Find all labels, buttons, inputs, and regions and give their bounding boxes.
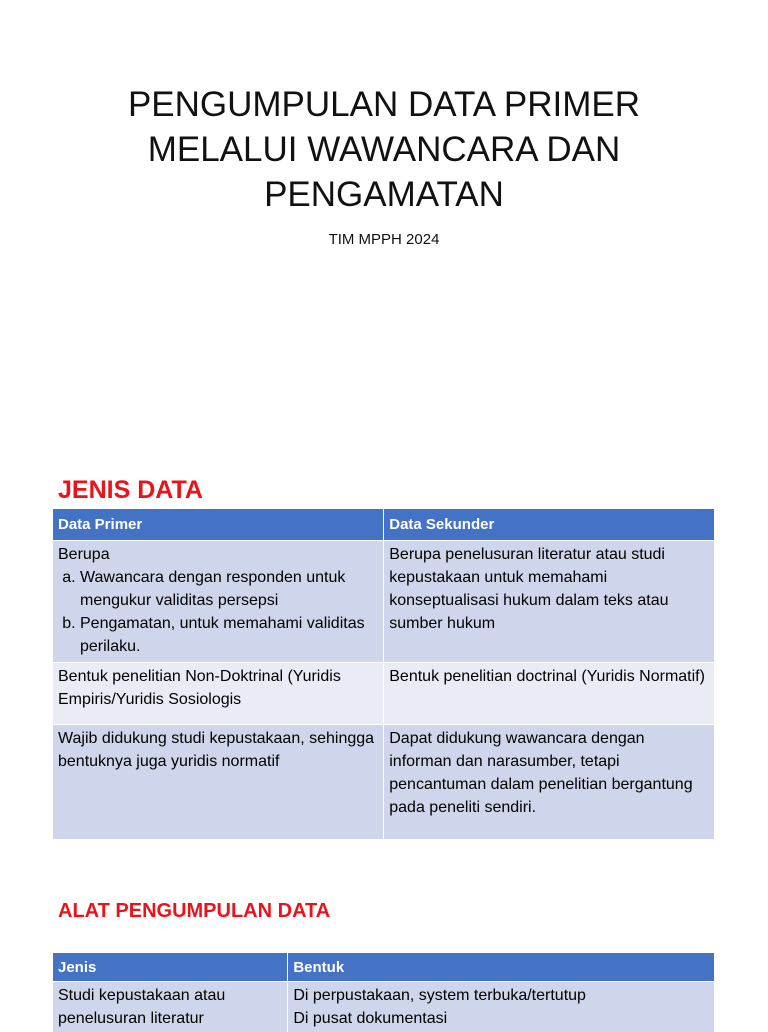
column-header-bentuk: Bentuk	[288, 953, 715, 982]
table-cell: Berupa penelusuran literatur atau studi kepustakaan untuk memahami konseptualisasi hukum dalam teks atau sumber hukum	[384, 541, 715, 663]
primer-list	[58, 566, 378, 658]
column-header-data-sekunder: Data Sekunder	[384, 509, 715, 541]
table-cell: Wajib didukung studi kepustakaan, sehingga bentuknya juga yuridis normatif	[53, 725, 384, 839]
cell-line: Di pusat dokumentasi	[293, 1007, 709, 1030]
table-cell: Bentuk penelitian Non-Doktrinal (Yuridis Empiris/Yuridis Sosiologis	[53, 663, 384, 725]
cell-intro: Berupa	[58, 543, 378, 566]
table-row	[53, 725, 715, 839]
table-row	[53, 982, 715, 1032]
table-row	[53, 663, 715, 725]
jenis-data-heading: JENIS DATA	[58, 476, 203, 505]
title-slide	[0, 0, 768, 430]
table-cell: Dapat didukung wawancara dengan informan dan narasumber, tetapi pencantuman dalam penelitian bergantung pada peneliti sendiri.	[384, 725, 715, 839]
title-line-3: PENGAMATAN	[0, 172, 768, 217]
slide-subtitle: TIM MPPH 2024	[0, 231, 768, 248]
table-cell: Bentuk penelitian doctrinal (Yuridis Normatif)	[384, 663, 715, 725]
table-cell	[53, 541, 384, 663]
list-item: b. Pengamatan, untuk memahami validitas perilaku.	[80, 612, 378, 658]
column-header-jenis: Jenis	[53, 953, 288, 982]
column-header-data-primer: Data Primer	[53, 509, 384, 541]
cell-line: Di perpustakaan, system terbuka/tertutup	[293, 984, 709, 1007]
slide-title	[0, 82, 768, 217]
list-item: a. Wawancara dengan responden untuk mengukur validitas persepsi	[80, 566, 378, 612]
table-row	[53, 541, 715, 663]
title-line-2: MELALUI WAWANCARA DAN	[0, 127, 768, 172]
alat-pengumpulan-data-heading: ALAT PENGUMPULAN DATA	[58, 900, 330, 923]
title-line-1: PENGUMPULAN DATA PRIMER	[0, 82, 768, 127]
jenis-data-table	[53, 509, 715, 839]
alat-pengumpulan-data-table	[53, 953, 715, 1032]
table-cell	[288, 982, 715, 1032]
table-cell: Studi kepustakaan atau penelusuran literatur	[53, 982, 288, 1032]
